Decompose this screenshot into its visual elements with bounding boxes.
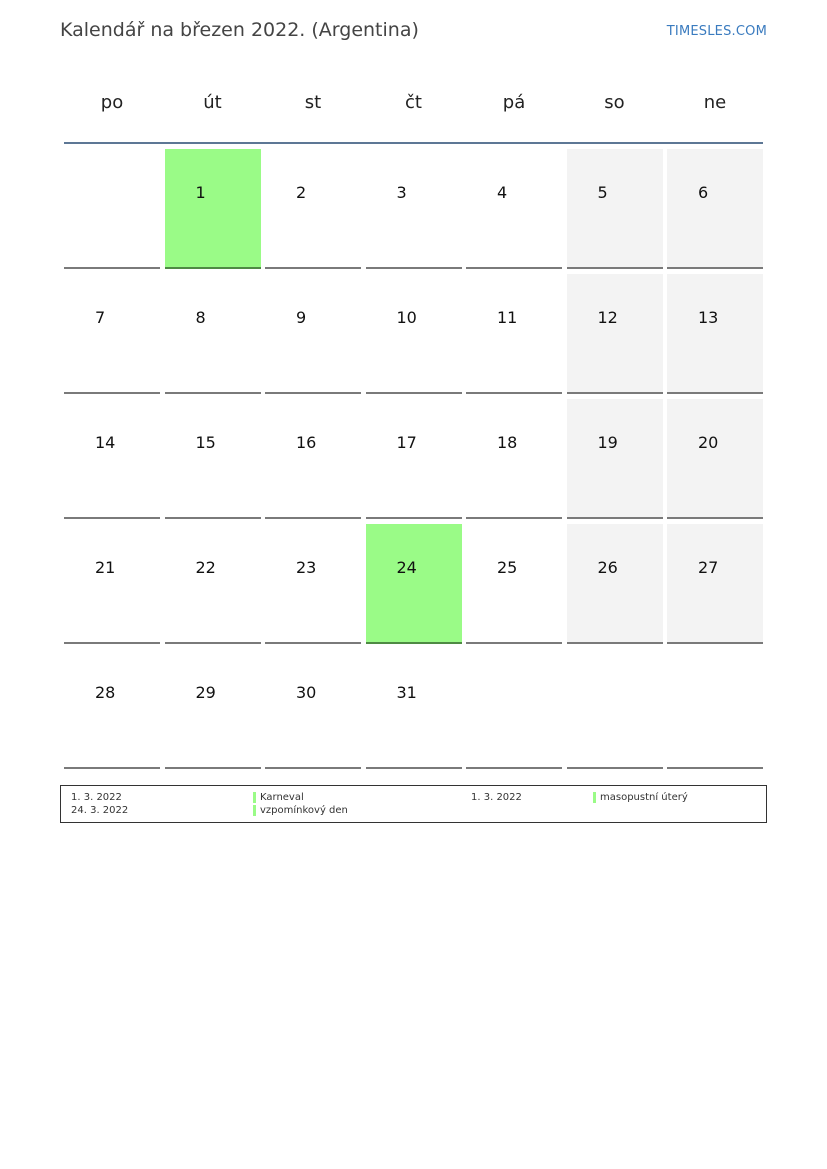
- day-number: 16: [296, 433, 317, 452]
- day-number: 5: [597, 183, 608, 202]
- legend-color-swatch: [253, 805, 256, 816]
- day-cell[interactable]: [64, 274, 160, 394]
- day-cell[interactable]: [366, 274, 462, 394]
- page-title: Kalendář na březen 2022. (Argentina): [60, 19, 419, 41]
- day-number: 23: [296, 558, 317, 577]
- legend-date: 24. 3. 2022: [71, 805, 129, 816]
- day-cell: [667, 649, 763, 769]
- legend-holiday-name: vzpomínkový den: [260, 805, 348, 816]
- day-cell[interactable]: [265, 649, 361, 769]
- legend-date: 1. 3. 2022: [71, 792, 122, 803]
- weekday-label: pá: [502, 92, 526, 113]
- day-cell[interactable]: [667, 399, 763, 519]
- holiday-legend: [60, 785, 767, 823]
- legend-holiday-name: masopustní úterý: [600, 792, 688, 803]
- weekday-label: so: [604, 92, 625, 113]
- day-cell[interactable]: [466, 524, 562, 644]
- day-cell[interactable]: [667, 274, 763, 394]
- day-cell[interactable]: [265, 399, 361, 519]
- day-cell[interactable]: [165, 149, 261, 269]
- legend-holiday-name: Karneval: [260, 792, 304, 803]
- day-number: 12: [597, 308, 618, 327]
- weekday-label: po: [100, 92, 124, 113]
- day-number: 30: [296, 683, 317, 702]
- day-cell[interactable]: [265, 524, 361, 644]
- day-cell[interactable]: [165, 524, 261, 644]
- day-number: 27: [698, 558, 719, 577]
- day-number: 19: [597, 433, 618, 452]
- day-cell[interactable]: [64, 399, 160, 519]
- day-cell[interactable]: [366, 399, 462, 519]
- weekday-label: čt: [405, 92, 422, 113]
- day-number: 25: [497, 558, 518, 577]
- day-cell[interactable]: [466, 399, 562, 519]
- day-number: 3: [396, 183, 407, 202]
- day-cell[interactable]: [567, 524, 663, 644]
- day-number: 7: [95, 308, 106, 327]
- day-number: 13: [698, 308, 719, 327]
- day-cell: [466, 649, 562, 769]
- day-number: 10: [396, 308, 417, 327]
- legend-color-swatch: [253, 792, 256, 803]
- day-number: 28: [95, 683, 116, 702]
- day-number: 20: [698, 433, 719, 452]
- day-number: 17: [396, 433, 417, 452]
- day-number: 4: [497, 183, 508, 202]
- day-cell: [567, 649, 663, 769]
- day-cell[interactable]: [567, 149, 663, 269]
- day-number: 6: [698, 183, 709, 202]
- day-number: 18: [497, 433, 518, 452]
- day-number: 29: [195, 683, 216, 702]
- day-number: 1: [195, 183, 206, 202]
- legend-color-swatch: [593, 792, 596, 803]
- day-number: 22: [195, 558, 216, 577]
- weekday-label: st: [304, 92, 322, 113]
- brand-link[interactable]: TIMESLES.COM: [666, 24, 767, 39]
- day-cell[interactable]: [466, 274, 562, 394]
- day-number: 2: [296, 183, 307, 202]
- day-cell[interactable]: [366, 149, 462, 269]
- header-divider: [64, 142, 763, 144]
- weekday-header-row: [64, 80, 763, 128]
- day-cell[interactable]: [466, 149, 562, 269]
- day-number: 9: [296, 308, 307, 327]
- day-cell: [64, 149, 160, 269]
- day-cell[interactable]: [165, 274, 261, 394]
- day-number: 8: [195, 308, 206, 327]
- day-cell[interactable]: [667, 149, 763, 269]
- day-cell[interactable]: [165, 649, 261, 769]
- day-number: 26: [597, 558, 618, 577]
- day-number: 21: [95, 558, 116, 577]
- day-number: 11: [497, 308, 518, 327]
- weekday-label: ne: [703, 92, 727, 113]
- day-cell[interactable]: [366, 524, 462, 644]
- day-cell[interactable]: [366, 649, 462, 769]
- day-cell[interactable]: [567, 274, 663, 394]
- day-number: 31: [396, 683, 417, 702]
- weekday-label: út: [203, 92, 222, 113]
- legend-date: 1. 3. 2022: [471, 792, 522, 803]
- day-cell[interactable]: [265, 149, 361, 269]
- day-cell[interactable]: [64, 524, 160, 644]
- day-number: 15: [195, 433, 216, 452]
- day-cell[interactable]: [265, 274, 361, 394]
- day-cell[interactable]: [165, 399, 261, 519]
- day-cell[interactable]: [667, 524, 763, 644]
- day-cell[interactable]: [64, 649, 160, 769]
- day-number: 24: [396, 558, 417, 577]
- day-cell[interactable]: [567, 399, 663, 519]
- day-number: 14: [95, 433, 116, 452]
